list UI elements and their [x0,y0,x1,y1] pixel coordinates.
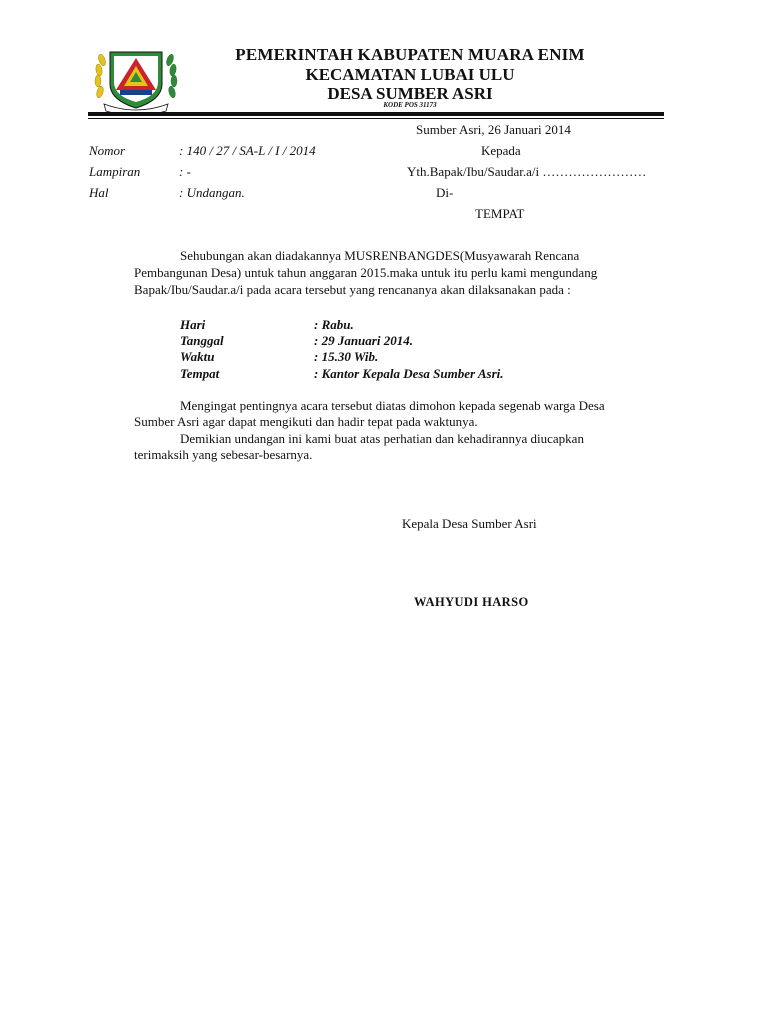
body1-line-2: Sumber Asri agar dapat mengikuti dan hadir tepat pada waktunya. [134,414,478,429]
recipient-di: Di- [436,185,454,200]
letterhead-rule-thick [88,112,664,116]
recipient-tempat: TEMPAT [475,206,525,221]
letterhead-rule-thin [88,118,664,119]
detail-label-hari: Hari [180,317,206,332]
recipient-yth: Yth.Bapak/Ibu/Saudar.a/i …………………… [407,164,647,179]
meta-value-nomor: : 140 / 27 / SA-L / I / 2014 [179,143,316,158]
meta-label-hal: Hal [89,185,109,200]
detail-value-tempat: : Kantor Kepala Desa Sumber Asri. [314,366,504,381]
detail-label-tanggal: Tanggal [180,333,224,348]
letterhead-district: KECAMATAN LUBAI ULU [305,65,515,84]
detail-value-hari: : Rabu. [314,317,354,332]
recipient-kepada: Kepada [481,143,521,158]
body1-line-1: Mengingat pentingnya acara tersebut diatas dimohon kepada segenab warga Desa [180,398,605,413]
letterhead-postal-code: KODE POS 31173 [383,101,437,109]
meta-value-hal: : Undangan. [179,185,245,200]
signer-name: WAHYUDI HARSO [414,595,529,609]
signer-title: Kepala Desa Sumber Asri [402,516,537,531]
meta-value-lampiran: : - [179,164,191,179]
detail-label-waktu: Waktu [180,349,215,364]
intro-line-3: Bapak/Ibu/Saudar.a/i pada acara tersebut yang rencananya akan dilaksanakan pada : [134,282,571,297]
place-date: Sumber Asri, 26 Januari 2014 [416,122,571,137]
body2-line-2: terimaksih yang sebesar-besarnya. [134,447,313,462]
meta-label-nomor: Nomor [89,143,126,158]
detail-value-waktu: : 15.30 Wib. [314,349,379,364]
body2-line-1: Demikian undangan ini kami buat atas perhatian dan kehadirannya diucapkan [180,431,584,446]
detail-value-tanggal: : 29 Januari 2014. [314,333,413,348]
regency-emblem-logo [90,44,182,116]
meta-label-lampiran: Lampiran [89,164,141,179]
intro-line-1: Sehubungan akan diadakannya MUSRENBANGDES(Musyawarah Rencana [180,248,580,263]
intro-line-2: Pembangunan Desa) untuk tahun anggaran 2015.maka untuk itu perlu kami mengundang [134,265,598,280]
letterhead-government: PEMERINTAH KABUPATEN MUARA ENIM [235,45,585,64]
detail-label-tempat: Tempat [180,366,220,381]
letterhead-village: DESA SUMBER ASRI [327,84,493,103]
